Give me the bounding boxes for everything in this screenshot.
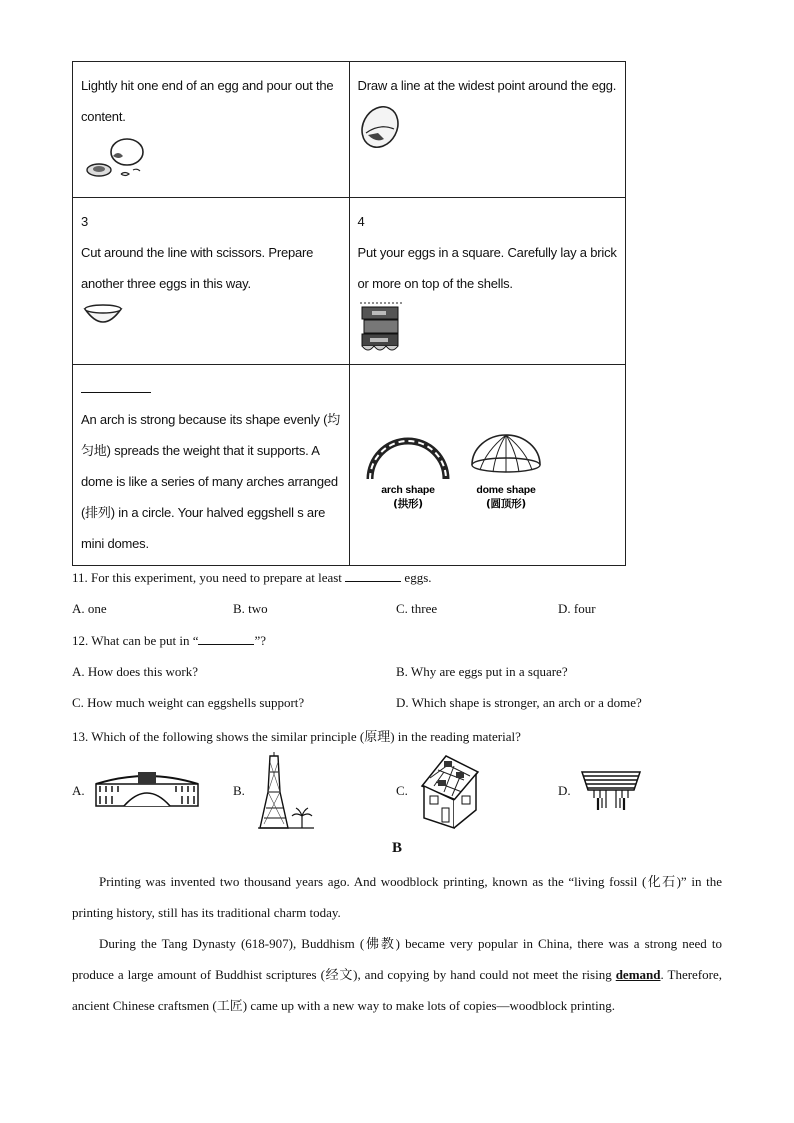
shapes-cell xyxy=(349,365,626,566)
dome-shape-icon xyxy=(472,435,540,472)
arch-label: arch shape xyxy=(380,484,435,496)
step-2-cell xyxy=(349,62,626,198)
q12-stem-before: 12. What can be put in “ xyxy=(72,633,199,648)
q11-option-d[interactable]: D. four xyxy=(558,601,596,616)
step-4-number: 4 xyxy=(357,214,365,229)
q11-blank xyxy=(345,570,401,582)
q12-option-a[interactable]: A. How does this work? xyxy=(72,664,199,679)
question-13: 13. Which of the following shows the similar principle (原理) in the reading material? xyxy=(72,729,521,744)
egg-line-illustration xyxy=(358,103,408,153)
q13-option-b[interactable]: B. xyxy=(233,783,245,798)
q13-option-a[interactable]: A. xyxy=(72,783,85,798)
step-3-number: 3 xyxy=(81,214,89,229)
q11-stem-before: 11. For this experiment, you need to prepare at least xyxy=(72,570,346,585)
eggshell-half-illustration xyxy=(81,301,125,331)
section-b-heading: B xyxy=(391,840,402,856)
q11-stem-after: eggs. xyxy=(401,570,432,585)
explanation-cell xyxy=(73,365,350,566)
broken-egg-illustration xyxy=(81,134,151,182)
question-11 xyxy=(72,570,432,586)
keyword-demand: demand xyxy=(615,967,661,982)
arch-cn-label: (拱形) xyxy=(392,498,423,510)
q12-option-b[interactable]: B. Why are eggs put in a square? xyxy=(396,664,568,679)
q12-option-c[interactable]: C. How much weight can eggshells support? xyxy=(72,695,305,710)
bridge-icon xyxy=(94,770,200,810)
q11-option-b[interactable]: B. two xyxy=(233,601,268,616)
step-3-text: Cut around the line with scissors. Prepare another three eggs in this way. xyxy=(81,245,314,291)
q13-option-c[interactable]: C. xyxy=(396,783,408,798)
dome-cn-label: (圆顶形) xyxy=(485,498,526,510)
dome-label: dome shape xyxy=(475,484,536,496)
bricks-on-eggs-illustration xyxy=(358,301,404,357)
q12-option-d[interactable]: D. Which shape is stronger, an arch or a dome? xyxy=(396,695,642,710)
pavilion-icon xyxy=(580,768,642,814)
house-icon xyxy=(416,752,482,832)
tower-icon xyxy=(258,752,318,830)
step-3-cell xyxy=(73,198,350,365)
step-4-cell xyxy=(349,198,626,365)
q12-blank xyxy=(198,633,254,645)
question-12 xyxy=(72,633,266,649)
q11-option-a[interactable]: A. one xyxy=(72,601,107,616)
passage-paragraph-1: Printing was invented two thousand years ago. And woodblock printing, known as the “living fossil (化石)” in the printing history, still has its traditional charm today. xyxy=(72,874,722,920)
arch-shape-icon xyxy=(370,441,446,479)
step-2-text: Draw a line at the widest point around the egg. xyxy=(357,78,617,93)
step-1-cell xyxy=(73,62,350,198)
arch-dome-diagram xyxy=(362,421,562,511)
q12-stem-after: ”? xyxy=(254,633,267,648)
para2-text-before: During the Tang Dynasty (618-907), Buddhism (佛教) became very popular in China, there was a strong need to produce a large amount of Buddhist scriptures (经文), and copying by hand could not meet the rising xyxy=(72,936,722,982)
passage-paragraph-2 xyxy=(72,928,722,1021)
q11-option-c[interactable]: C. three xyxy=(396,601,438,616)
para2-text-after: . Therefore, ancient Chinese craftsmen (工匠) came up with a new way to make lots of copies—woodblock printing. xyxy=(72,967,722,1013)
step-1-text: Lightly hit one end of an egg and pour out the content. xyxy=(81,78,334,124)
experiment-steps-table xyxy=(72,61,626,566)
answer-blank-line xyxy=(81,376,151,393)
step-4-text: Put your eggs in a square. Carefully lay a brick or more on top of the shells. xyxy=(357,245,617,291)
explanation-text: An arch is strong because its shape evenly (均匀地) spreads the weight that it supports. A dome is like a series of many arches arranged (排列) in a circle. Your halved eggshell s are mini domes. xyxy=(81,412,341,551)
q13-option-d[interactable]: D. xyxy=(558,783,571,798)
